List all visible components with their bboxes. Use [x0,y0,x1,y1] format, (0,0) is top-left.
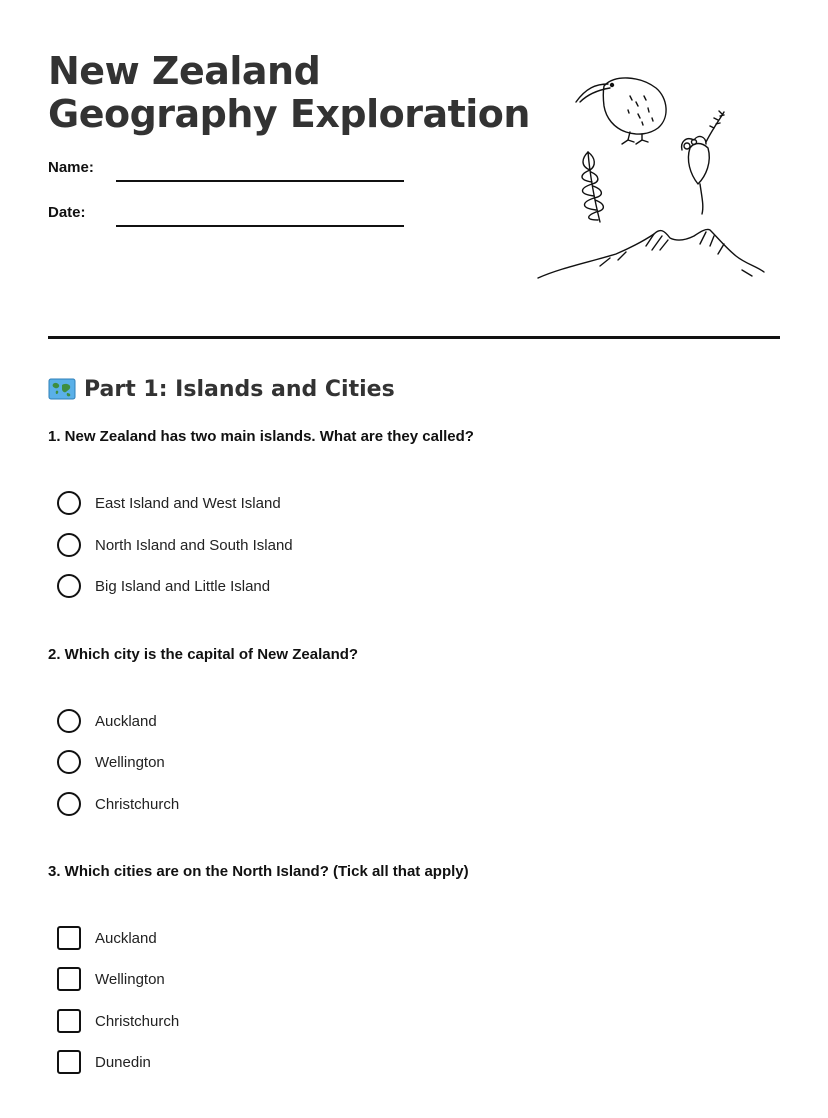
q3-option-1-label: Auckland [95,929,157,947]
title-line-2: Geography Exploration [48,92,530,136]
flower-icon [682,111,724,214]
q2-option-1[interactable] [57,709,157,733]
question-3: 3. Which cities are on the North Island? (Tick all that apply) [48,863,469,880]
radio-button[interactable] [57,750,81,774]
q1-option-1-label: East Island and West Island [95,494,281,512]
q3-option-4[interactable] [57,1050,151,1074]
q1-option-2[interactable] [57,533,293,557]
radio-button[interactable] [57,574,81,598]
q1-option-1[interactable] [57,491,281,515]
checkbox[interactable] [57,1009,81,1033]
q3-option-2[interactable] [57,967,165,991]
kiwi-fern-flower-mountain-illustration [530,66,776,288]
part1-heading [48,374,395,404]
checkbox[interactable] [57,967,81,991]
q2-option-1-label: Auckland [95,712,157,730]
q2-option-3-label: Christchurch [95,795,180,813]
q2-option-2[interactable] [57,750,165,774]
q3-option-3-label: Christchurch [95,1012,180,1030]
q1-option-3-label: Big Island and Little Island [95,577,271,595]
q1-option-3[interactable] [57,574,270,598]
world-map-icon [48,377,76,401]
question-1: 1. New Zealand has two main islands. What are they called? [48,428,474,445]
radio-button[interactable] [57,491,81,515]
q3-option-2-label: Wellington [95,970,165,988]
title-line-1: New Zealand [48,49,321,93]
question-2: 2. Which city is the capital of New Zealand? [48,646,359,663]
name-line[interactable] [116,180,404,182]
worksheet-title [48,50,530,136]
q3-option-4-label: Dunedin [95,1053,151,1071]
part1-heading-text: Part 1: Islands and Cities [84,376,395,402]
q2-option-3[interactable] [57,792,179,816]
kiwi-bird-icon [576,78,666,144]
checkbox[interactable] [57,1050,81,1074]
radio-button[interactable] [57,533,81,557]
mountain-icon [538,229,764,278]
q3-option-3[interactable] [57,1009,179,1033]
date-line[interactable] [116,225,404,227]
section-divider [48,336,780,339]
q2-option-2-label: Wellington [95,753,165,771]
name-label: Name: [48,159,94,176]
fern-icon [582,152,603,222]
q3-option-1[interactable] [57,926,157,950]
radio-button[interactable] [57,709,81,733]
date-label: Date: [48,204,86,221]
radio-button[interactable] [57,792,81,816]
checkbox[interactable] [57,926,81,950]
q1-option-2-label: North Island and South Island [95,536,293,554]
